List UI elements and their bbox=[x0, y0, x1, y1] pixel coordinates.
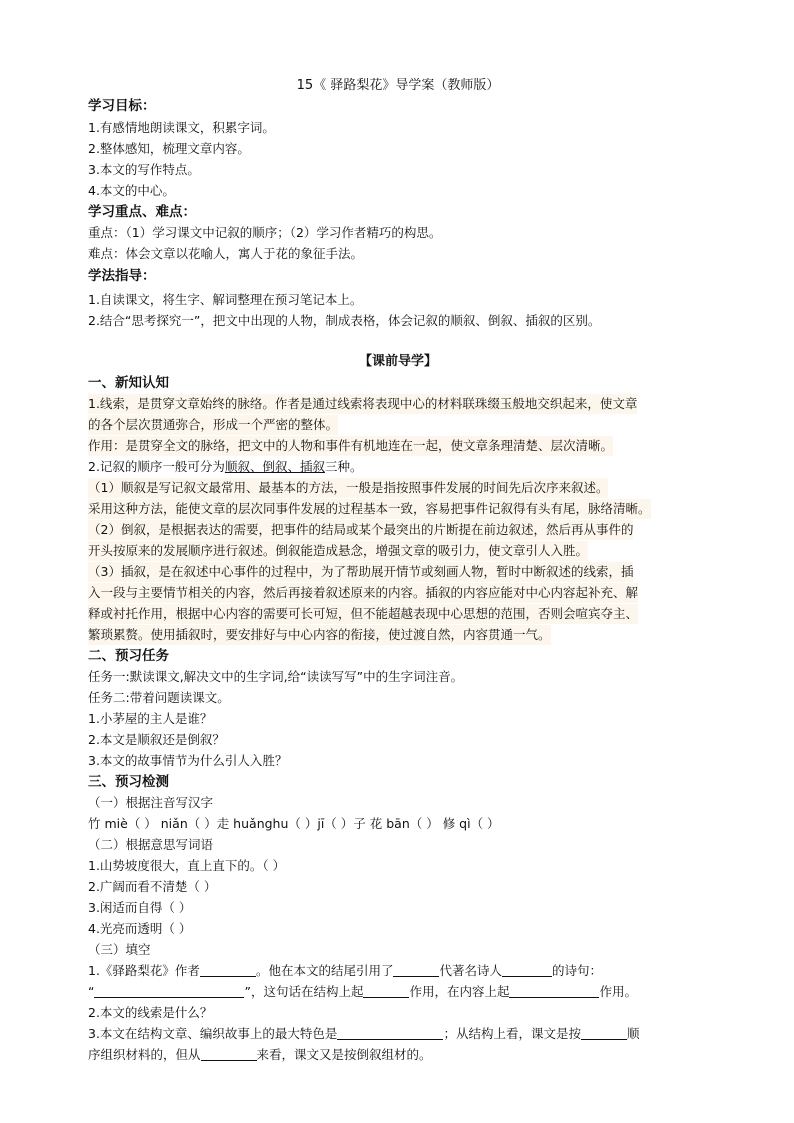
fill-text: 来看，课文又是按倒叙组材的。 bbox=[256, 1047, 432, 1062]
subsection-meaning: （二）根据意思写词语 bbox=[88, 837, 214, 852]
fill-text: 的诗句： bbox=[551, 963, 602, 978]
meaning-item: 1.山势坡度很大，直上直下的。（ ） bbox=[88, 858, 286, 873]
objectives-heading: 学习目标： bbox=[88, 98, 156, 114]
flashback-text: （2）倒叙，是根据表达的需要，把事件的结局或某个最突出的片断提在前边叙述，然后再从事件的 bbox=[88, 520, 633, 540]
insertion-text: 繁琐累赘。使用插叙时，要安排好与中心内容的衔接，使过渡自然，内容贯通一气。 bbox=[88, 625, 551, 645]
fill-text: ；从结构上看，课文是按 bbox=[443, 1026, 581, 1041]
fill-blank[interactable] bbox=[337, 1025, 443, 1040]
meaning-item: 2.广阔而看不清楚（ ） bbox=[88, 879, 217, 894]
sequential-text: 采用这种方法，能使文章的层次同事件发展的过程基本一致，容易把事件记叙得有头有尾，脉络清晰。 bbox=[88, 499, 651, 519]
clue-use: 作用：是贯穿全文的脉络，把文中的人物和事件有机地连在一起，使文章条理清楚、层次清晰。 bbox=[88, 436, 613, 456]
part1-heading: 一、新知认知 bbox=[88, 375, 169, 391]
fill-blank[interactable] bbox=[581, 1025, 627, 1040]
fill-blank[interactable] bbox=[393, 962, 439, 977]
fill-text: 1.《驿路梨花》作者 bbox=[88, 963, 200, 978]
task-two: 任务二:带着问题读课文。 bbox=[88, 690, 230, 705]
keypoints-key: 重点：（1）学习课文中记叙的顺序；（2）学习作者精巧的构思。 bbox=[88, 225, 442, 240]
objective-item: 3.本文的写作特点。 bbox=[88, 162, 200, 177]
question-item: 1.小茅屋的主人是谁？ bbox=[88, 711, 213, 726]
fill-text: 作用，在内容上起 bbox=[409, 984, 510, 999]
fill-line-4 bbox=[88, 1024, 639, 1044]
method-item: 1.自读课文，将生字、解词整理在预习笔记本上。 bbox=[88, 292, 363, 307]
task-one: 任务一:默读课文,解决文中的生字词,给“读读写写”中的生字词注音。 bbox=[88, 669, 464, 684]
fill-text: ”，这句话在结构上起 bbox=[244, 984, 364, 999]
fill-blank[interactable] bbox=[502, 962, 552, 977]
fill-text: 。他在本文的结尾引用了 bbox=[255, 963, 394, 978]
fill-blank[interactable] bbox=[509, 983, 599, 998]
fill-blank[interactable] bbox=[363, 983, 409, 998]
fill-text: 代著名诗人 bbox=[439, 963, 502, 978]
fill-text: “ bbox=[88, 984, 95, 999]
method-heading: 学法指导： bbox=[88, 268, 156, 284]
part2-heading: 二、预习任务 bbox=[88, 648, 169, 664]
fill-text: 序组织材料的，但从 bbox=[88, 1047, 201, 1062]
objective-item: 2.整体感知，梳理文章内容。 bbox=[88, 141, 250, 156]
insertion-text: 释或衬托作用，根据中心内容的需要可长可短，但不能超越表现中心思想的范围，否则会喧宾夺主、 bbox=[88, 604, 638, 624]
order-types bbox=[88, 457, 362, 477]
page-title: 15《 驿路梨花》导学案（教师版） bbox=[296, 78, 500, 93]
fill-line-1 bbox=[88, 961, 602, 981]
order-prefix: 2.记叙的顺序一般可分为 bbox=[88, 459, 225, 474]
objective-item: 4.本文的中心。 bbox=[88, 183, 175, 198]
part3-heading: 三、预习检测 bbox=[88, 774, 169, 790]
fill-question: 2.本文的线索是什么？ bbox=[88, 1005, 213, 1020]
subsection-pinyin: （一）根据注音写汉字 bbox=[88, 795, 214, 810]
insertion-text: （3）插叙，是在叙述中心事件的过程中，为了帮助展开情节或刻画人物，暂时中断叙述的线索，插 bbox=[88, 562, 633, 582]
sequential-text: （1）顺叙是写记叙文最常用、最基本的方法，一般是指按照事件发展的时间先后次序来叙述。 bbox=[88, 478, 608, 498]
clue-text: 的各个层次贯通弥合，形成一个严密的整体。 bbox=[88, 415, 338, 435]
fill-text: 顺 bbox=[626, 1026, 640, 1041]
clue-text: 1.线索，是贯穿文章始终的脉络。作者是通过线索将表现中心的材料联珠缀玉般地交织起来，使文章 bbox=[88, 394, 637, 414]
pinyin-line: 竹 miè（ ） niǎn（ ）走 huǎnghu（ ）jī（ ）子 花 bān（ ） 修 qì（ ） bbox=[88, 816, 500, 831]
insertion-text: 入一段与主要情节相关的内容，然后再接着叙述原来的内容。插叙的内容应能对中心内容起补充、解 bbox=[88, 583, 638, 603]
flashback-text: 开头按原来的发展顺序进行叙述。倒叙能造成悬念，增强文章的吸引力，使文章引人入胜。 bbox=[88, 541, 588, 561]
order-underlined: 顺叙、倒叙、插叙 bbox=[224, 459, 325, 474]
question-item: 3.本文的故事情节为什么引人入胜？ bbox=[88, 753, 288, 768]
fill-blank[interactable] bbox=[201, 1046, 257, 1061]
fill-blank[interactable] bbox=[200, 962, 256, 977]
keypoints-heading: 学习重点、难点： bbox=[88, 204, 196, 220]
fill-line-2 bbox=[88, 982, 637, 1002]
fill-text: 3.本文在结构文章、编织故事上的最大特色是 bbox=[88, 1026, 338, 1041]
fill-blank[interactable] bbox=[94, 983, 244, 998]
method-item: 2.结合“思考探究一”，把文中出现的人物，制成表格，体会记叙的顺叙、倒叙、插叙的区别。 bbox=[88, 313, 601, 328]
fill-text: 作用。 bbox=[599, 984, 637, 999]
subsection-fill: （三）填空 bbox=[88, 942, 151, 957]
keypoints-difficult: 难点：体会文章以花喻人，寓人于花的象征手法。 bbox=[88, 246, 364, 261]
question-item: 2.本文是顺叙还是倒叙？ bbox=[88, 732, 225, 747]
meaning-item: 4.光亮而透明（ ） bbox=[88, 921, 192, 936]
fill-line-5 bbox=[88, 1045, 432, 1065]
order-suffix: 三种。 bbox=[324, 459, 363, 474]
meaning-item: 3.闲适而自得（ ） bbox=[88, 900, 192, 915]
objective-item: 1.有感情地朗读课文，积累字词。 bbox=[88, 120, 275, 135]
section-title: 【课前导学】 bbox=[358, 354, 437, 369]
